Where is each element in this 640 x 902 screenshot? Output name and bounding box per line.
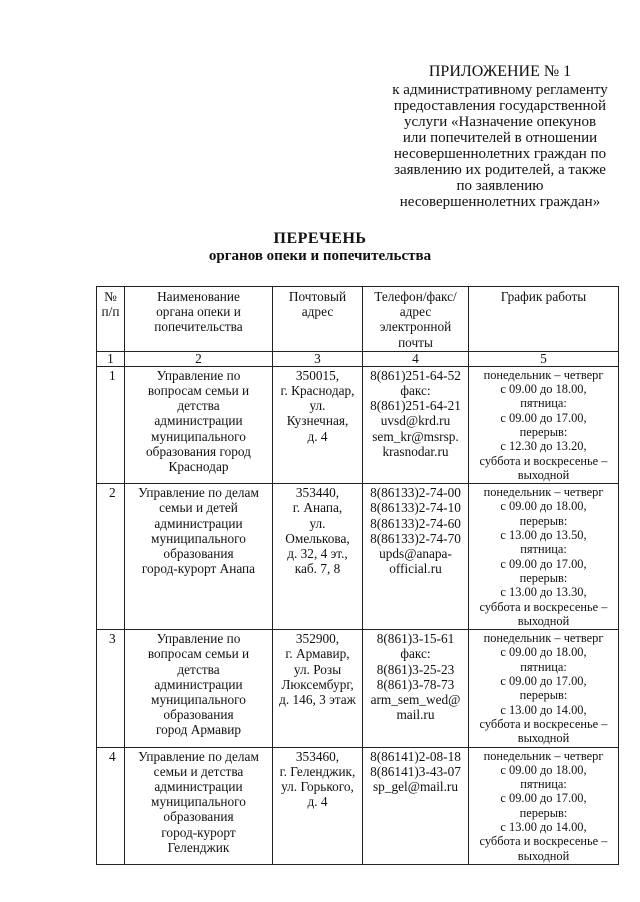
cell-text: понедельник – четверг (483, 748, 604, 763)
contacts-cell (363, 484, 469, 630)
cell-text: семьи и детства (153, 763, 244, 779)
column-number-row (97, 351, 619, 366)
cell-text: с 09.00 до 17.00, (500, 791, 587, 806)
body-name-cell (125, 484, 273, 630)
appendix-line: предоставления государственной (393, 98, 607, 114)
column-header-address (273, 287, 363, 352)
header-text: Телефон/факс/ (374, 289, 457, 304)
cell-text: с 09.00 до 18.00, (500, 645, 587, 660)
table-header (97, 287, 619, 367)
header-text: почты (398, 334, 433, 350)
schedule-cell (469, 366, 619, 483)
cell-text: пятница: (520, 777, 567, 792)
cell-text: перерыв: (519, 513, 568, 528)
column-header-number (97, 287, 125, 352)
cell-text: 8(861)3-78-73 (376, 676, 455, 692)
header-text: попечительства (154, 319, 243, 335)
cell-text: Управление по (156, 367, 241, 383)
cell-text: 8(86133)2-74-10 (370, 500, 461, 516)
cell-text: д. 4 (307, 428, 328, 444)
cell-text: перерыв: (519, 805, 568, 820)
cell-text: суббота и воскресенье – (479, 599, 608, 614)
cell-text: с 09.00 до 17.00, (500, 674, 587, 689)
cell-text: krasnodar.ru (382, 443, 449, 459)
cell-text: д. 146, 3 этаж (279, 691, 356, 707)
cell-text: детства (177, 661, 220, 677)
cell-text: выходной (517, 467, 570, 482)
cell-text: администрации (154, 515, 243, 531)
cell-text: с 13.00 до 13.30, (500, 585, 587, 600)
cell-text: образования город (146, 443, 251, 459)
cell-text: ул. Горького, (281, 778, 354, 794)
column-number: 1 (97, 351, 125, 366)
schedule-cell (469, 630, 619, 747)
appendix-line: к административному регламенту (392, 82, 608, 98)
document-subtitle: органов опеки и попечительства (208, 248, 432, 264)
appendix-line: по заявлению (456, 178, 544, 194)
cell-text: с 09.00 до 18.00, (500, 382, 587, 397)
cell-text: город-курорт Анапа (141, 561, 256, 577)
cell-text: ул. (309, 515, 326, 531)
table-body (97, 366, 619, 864)
cell-text: суббота и воскресенье – (479, 716, 608, 731)
table-row (97, 366, 619, 483)
contacts-cell (363, 366, 469, 483)
cell-text: arm_sem_wed@ (370, 691, 461, 707)
cell-text: понедельник – четверг (483, 485, 604, 500)
cell-text: mail.ru (396, 707, 435, 723)
table-row (97, 484, 619, 630)
cell-text: Кузнечная, (286, 413, 349, 429)
cell-text: д. 32, 4 эт., (287, 546, 348, 561)
header-text: № (104, 289, 117, 304)
cell-text: г. Геленджик, (279, 763, 356, 779)
postal-address-cell (273, 630, 363, 747)
cell-text: Управление по делам (138, 485, 259, 501)
cell-text: г. Краснодар, (280, 383, 355, 399)
cell-text: ул. Розы (293, 661, 342, 677)
row-number-cell: 2 (97, 484, 125, 630)
cell-text: администрации (154, 676, 243, 692)
column-header-schedule (469, 287, 619, 352)
header-text: электронной (379, 319, 452, 335)
cell-text: 8(861)251-64-52 (370, 367, 461, 383)
cell-text: муниципального (151, 428, 246, 444)
appendix-line: несовершеннолетних граждан» (399, 194, 601, 210)
cell-text: Геленджик (167, 839, 230, 855)
header-text: адрес (301, 304, 334, 320)
schedule-cell (469, 747, 619, 864)
cell-text: муниципального (151, 691, 246, 707)
appendix-title: ПРИЛОЖЕНИЕ № 1 (428, 63, 572, 80)
cell-text: 8(86141)3-43-07 (370, 763, 461, 779)
cell-text: с 09.00 до 18.00, (500, 499, 587, 514)
cell-text: пятница: (520, 396, 567, 411)
cell-text: 353460, (295, 748, 340, 764)
postal-address-cell (273, 484, 363, 630)
cell-text: семьи и детей (159, 500, 238, 516)
cell-text: д. 4 (307, 794, 328, 810)
cell-text: 350015, (295, 367, 340, 383)
column-number: 4 (363, 351, 469, 366)
cell-text: суббота и воскресенье – (479, 453, 608, 468)
header-row (97, 287, 619, 352)
cell-text: администрации (154, 778, 243, 794)
header-text: Наименование (157, 289, 240, 304)
cell-text: с 09.00 до 17.00, (500, 410, 587, 425)
cell-text: перерыв: (519, 570, 568, 585)
appendix-block (380, 64, 620, 210)
cell-text: Управление по делам (138, 748, 259, 764)
cell-text: администрации (154, 413, 243, 429)
cell-text: г. Армавир, (285, 646, 350, 662)
cell-text: с 13.00 до 14.00, (500, 820, 587, 835)
body-name-cell (125, 630, 273, 747)
cell-text: 8(86133)2-74-60 (370, 515, 461, 531)
cell-text: детства (177, 398, 220, 414)
cell-text: 8(861)251-64-21 (370, 398, 461, 414)
cell-text: образования (163, 546, 234, 561)
cell-text: выходной (517, 731, 570, 746)
cell-text: 8(861)3-25-23 (376, 661, 455, 677)
header-text: График работы (500, 289, 587, 304)
cell-text: муниципального (151, 530, 246, 546)
cell-text: 8(861)3-15-61 (376, 631, 455, 647)
body-name-cell (125, 366, 273, 483)
header-text: адрес (399, 304, 432, 320)
cell-text: вопросам семьи и (147, 646, 250, 662)
column-number: 2 (125, 351, 273, 366)
column-number: 5 (469, 351, 619, 366)
postal-address-cell (273, 366, 363, 483)
cell-text: муниципального (151, 794, 246, 810)
cell-text: с 12.30 до 13.20, (500, 439, 587, 454)
contacts-cell (363, 630, 469, 747)
cell-text: uvsd@krd.ru (380, 413, 451, 429)
header-text: Почтовый (288, 289, 347, 304)
cell-text: понедельник – четверг (483, 631, 604, 646)
cell-text: 8(86133)2-74-00 (370, 485, 461, 501)
cell-text: суббота и воскресенье – (479, 834, 608, 849)
table-row (97, 630, 619, 747)
cell-text: пятница: (520, 659, 567, 674)
contacts-cell (363, 747, 469, 864)
postal-address-cell (273, 747, 363, 864)
cell-text: каб. 7, 8 (294, 561, 341, 577)
cell-text: Управление по (156, 631, 241, 647)
header-text: п/п (101, 304, 120, 320)
cell-text: факс: (400, 646, 431, 662)
cell-text: Люксембург, (281, 676, 354, 692)
schedule-cell (469, 484, 619, 630)
cell-text: с 09.00 до 18.00, (500, 762, 587, 777)
appendix-line: несовершеннолетних граждан по (393, 146, 607, 162)
cell-text: 8(86141)2-08-18 (370, 748, 461, 764)
cell-text: факс: (400, 383, 431, 399)
cell-text: город-курорт (161, 824, 236, 840)
header-text: органа опеки и (156, 304, 241, 320)
appendix-line: услуги «Назначение опекунов (403, 114, 597, 130)
cell-text: понедельник – четверг (483, 367, 604, 382)
cell-text: город Армавир (155, 722, 242, 738)
cell-text: с 13.00 до 13.50, (500, 528, 587, 543)
cell-text: выходной (517, 613, 570, 628)
column-number: 3 (273, 351, 363, 366)
cell-text: 353440, (295, 485, 340, 501)
row-number-cell: 1 (97, 366, 125, 483)
cell-text: Омелькова, (285, 530, 350, 546)
cell-text: вопросам семьи и (147, 383, 250, 399)
row-number-cell: 4 (97, 747, 125, 864)
cell-text: official.ru (389, 561, 442, 577)
cell-text: образования (163, 707, 234, 723)
row-number-cell: 3 (97, 630, 125, 747)
cell-text: upds@anapa- (379, 546, 452, 561)
cell-text: пятница: (520, 542, 567, 557)
appendix-line: заявлению их родителей, а также (394, 162, 606, 178)
table-row (97, 747, 619, 864)
cell-text: с 09.00 до 17.00, (500, 556, 587, 571)
cell-text: перерыв: (519, 425, 568, 439)
body-name-cell (125, 747, 273, 864)
cell-text: с 13.00 до 14.00, (500, 702, 587, 717)
cell-text: выходной (517, 848, 570, 863)
cell-text: перерыв: (519, 688, 568, 703)
column-header-contacts (363, 287, 469, 352)
appendix-line: или попечителей в отношении (402, 130, 598, 146)
cell-text: ул. (309, 398, 326, 414)
cell-text: Краснодар (168, 459, 229, 475)
cell-text: образования (163, 809, 234, 825)
cell-text: sem_kr@msrsp. (372, 428, 459, 444)
document-title: ПЕРЕЧЕНЬ (273, 230, 367, 247)
guardianship-bodies-table (96, 286, 619, 865)
cell-text: 352900, (295, 631, 340, 647)
cell-text: г. Анапа, (292, 500, 343, 516)
cell-text: 8(86133)2-74-70 (370, 530, 461, 546)
column-header-name (125, 287, 273, 352)
cell-text: sp_gel@mail.ru (373, 778, 458, 794)
